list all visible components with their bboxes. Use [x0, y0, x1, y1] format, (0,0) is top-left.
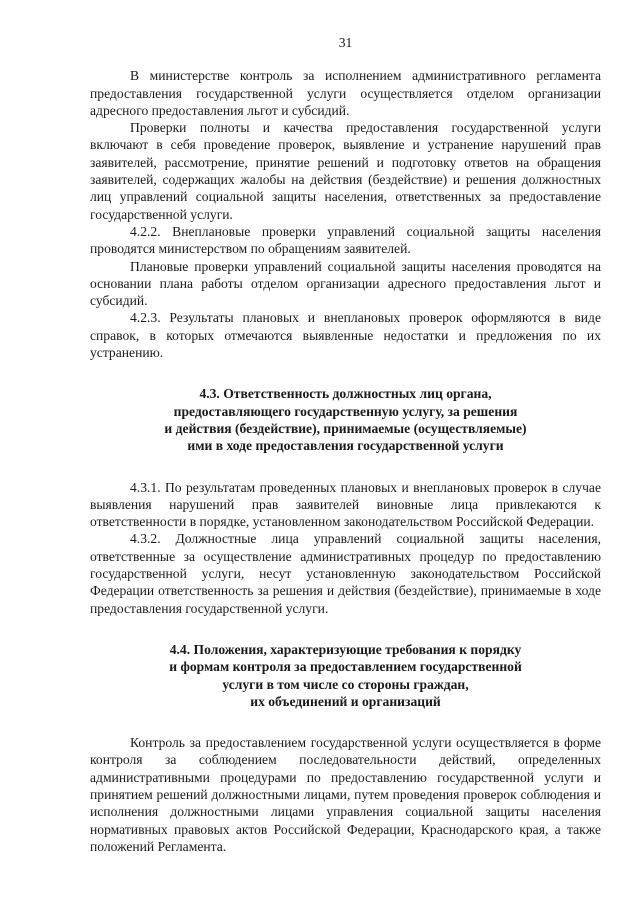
paragraph-ministry-control: В министерстве контроль за исполнением административного регламента предоставления государственной услуги осуществляется отделом организации адресного предоставления льгот и субсидий.: [90, 68, 601, 118]
paragraph-4-3-1: 4.3.1. По результатам проведенных плановых и внеплановых проверок в случае выявления нарушений прав заявителей виновные лица привлекаются к ответственности в порядке, установленном законодательством Российской Федерации.: [90, 479, 601, 530]
paragraph-planned-checks: Плановые проверки управлений социальной защиты населения проводятся на основании плана работы отделом организации адресного предоставления льгот и субсидий.: [90, 258, 601, 309]
spacer: [90, 710, 601, 734]
paragraph-4-2-3: 4.2.3. Результаты плановых и внеплановых проверок оформляются в виде справок, в которых отмечаются выявленные недостатки и предложения по их устранению.: [90, 310, 601, 361]
heading-line: и формам контроля за предоставлением государственной: [169, 659, 522, 675]
heading-line: услуги в том числе со стороны граждан,: [222, 676, 469, 692]
heading-line: 4.3. Ответственность должностных лиц органа,: [199, 386, 492, 402]
heading-line: предоставляющего государственную услугу, за решения: [173, 403, 518, 419]
page-number: 31: [338, 35, 353, 50]
section-heading-4-3: [90, 385, 601, 454]
heading-line: и действия (бездействие), принимаемые (осуществляемые): [164, 420, 527, 436]
spacer: [90, 361, 601, 385]
spacer: [90, 617, 601, 641]
paragraph-quality-checks: Проверки полноты и качества предоставления государственной услуги включают в себя проведение проверок, выявление и устранение нарушений прав заявителей, рассмотрение, принятие решений и подготовку ответов на обращения заявителей, содержащих жалобы на действия (бездействие) и решения должностных лиц управлений социальной защиты населения, ответственных за предоставление государственной услуги.: [90, 120, 601, 222]
paragraph-control-form: Контроль за предоставлением государственной услуги осуществляется в форме контроля за соблюдением последовательности действий, определенных административными процедурами по предоставлению государственной услуги и принятием решений должностными лицами, путем проведения проверок соблюдения и исполнения должностными лицами управления социальной защиты населения нормативных правовых актов Российской Федерации, Краснодарского края, а также положений Регламента.: [90, 735, 601, 854]
spacer: [90, 455, 601, 479]
paragraph-4-2-2: 4.2.2. Внеплановые проверки управлений социальной защиты населения проводятся министерством по обращениям заявителей.: [90, 223, 601, 257]
section-heading-4-4: [90, 641, 601, 710]
heading-line: их объединений и организаций: [250, 693, 441, 709]
heading-line: 4.4. Положения, характеризующие требования к порядку: [169, 641, 522, 657]
paragraph-4-3-2: 4.3.2. Должностные лица управлений социальной защиты населения, ответственные за осуществление административных процедур по предоставлению государственной услуги, несут установленную законодательством Российской Федерации ответственность за решения и действия (бездействие), принимаемые в ходе предоставления государственной услуги.: [90, 531, 601, 616]
heading-line: ими в ходе предоставления государственной услуги: [187, 438, 504, 454]
